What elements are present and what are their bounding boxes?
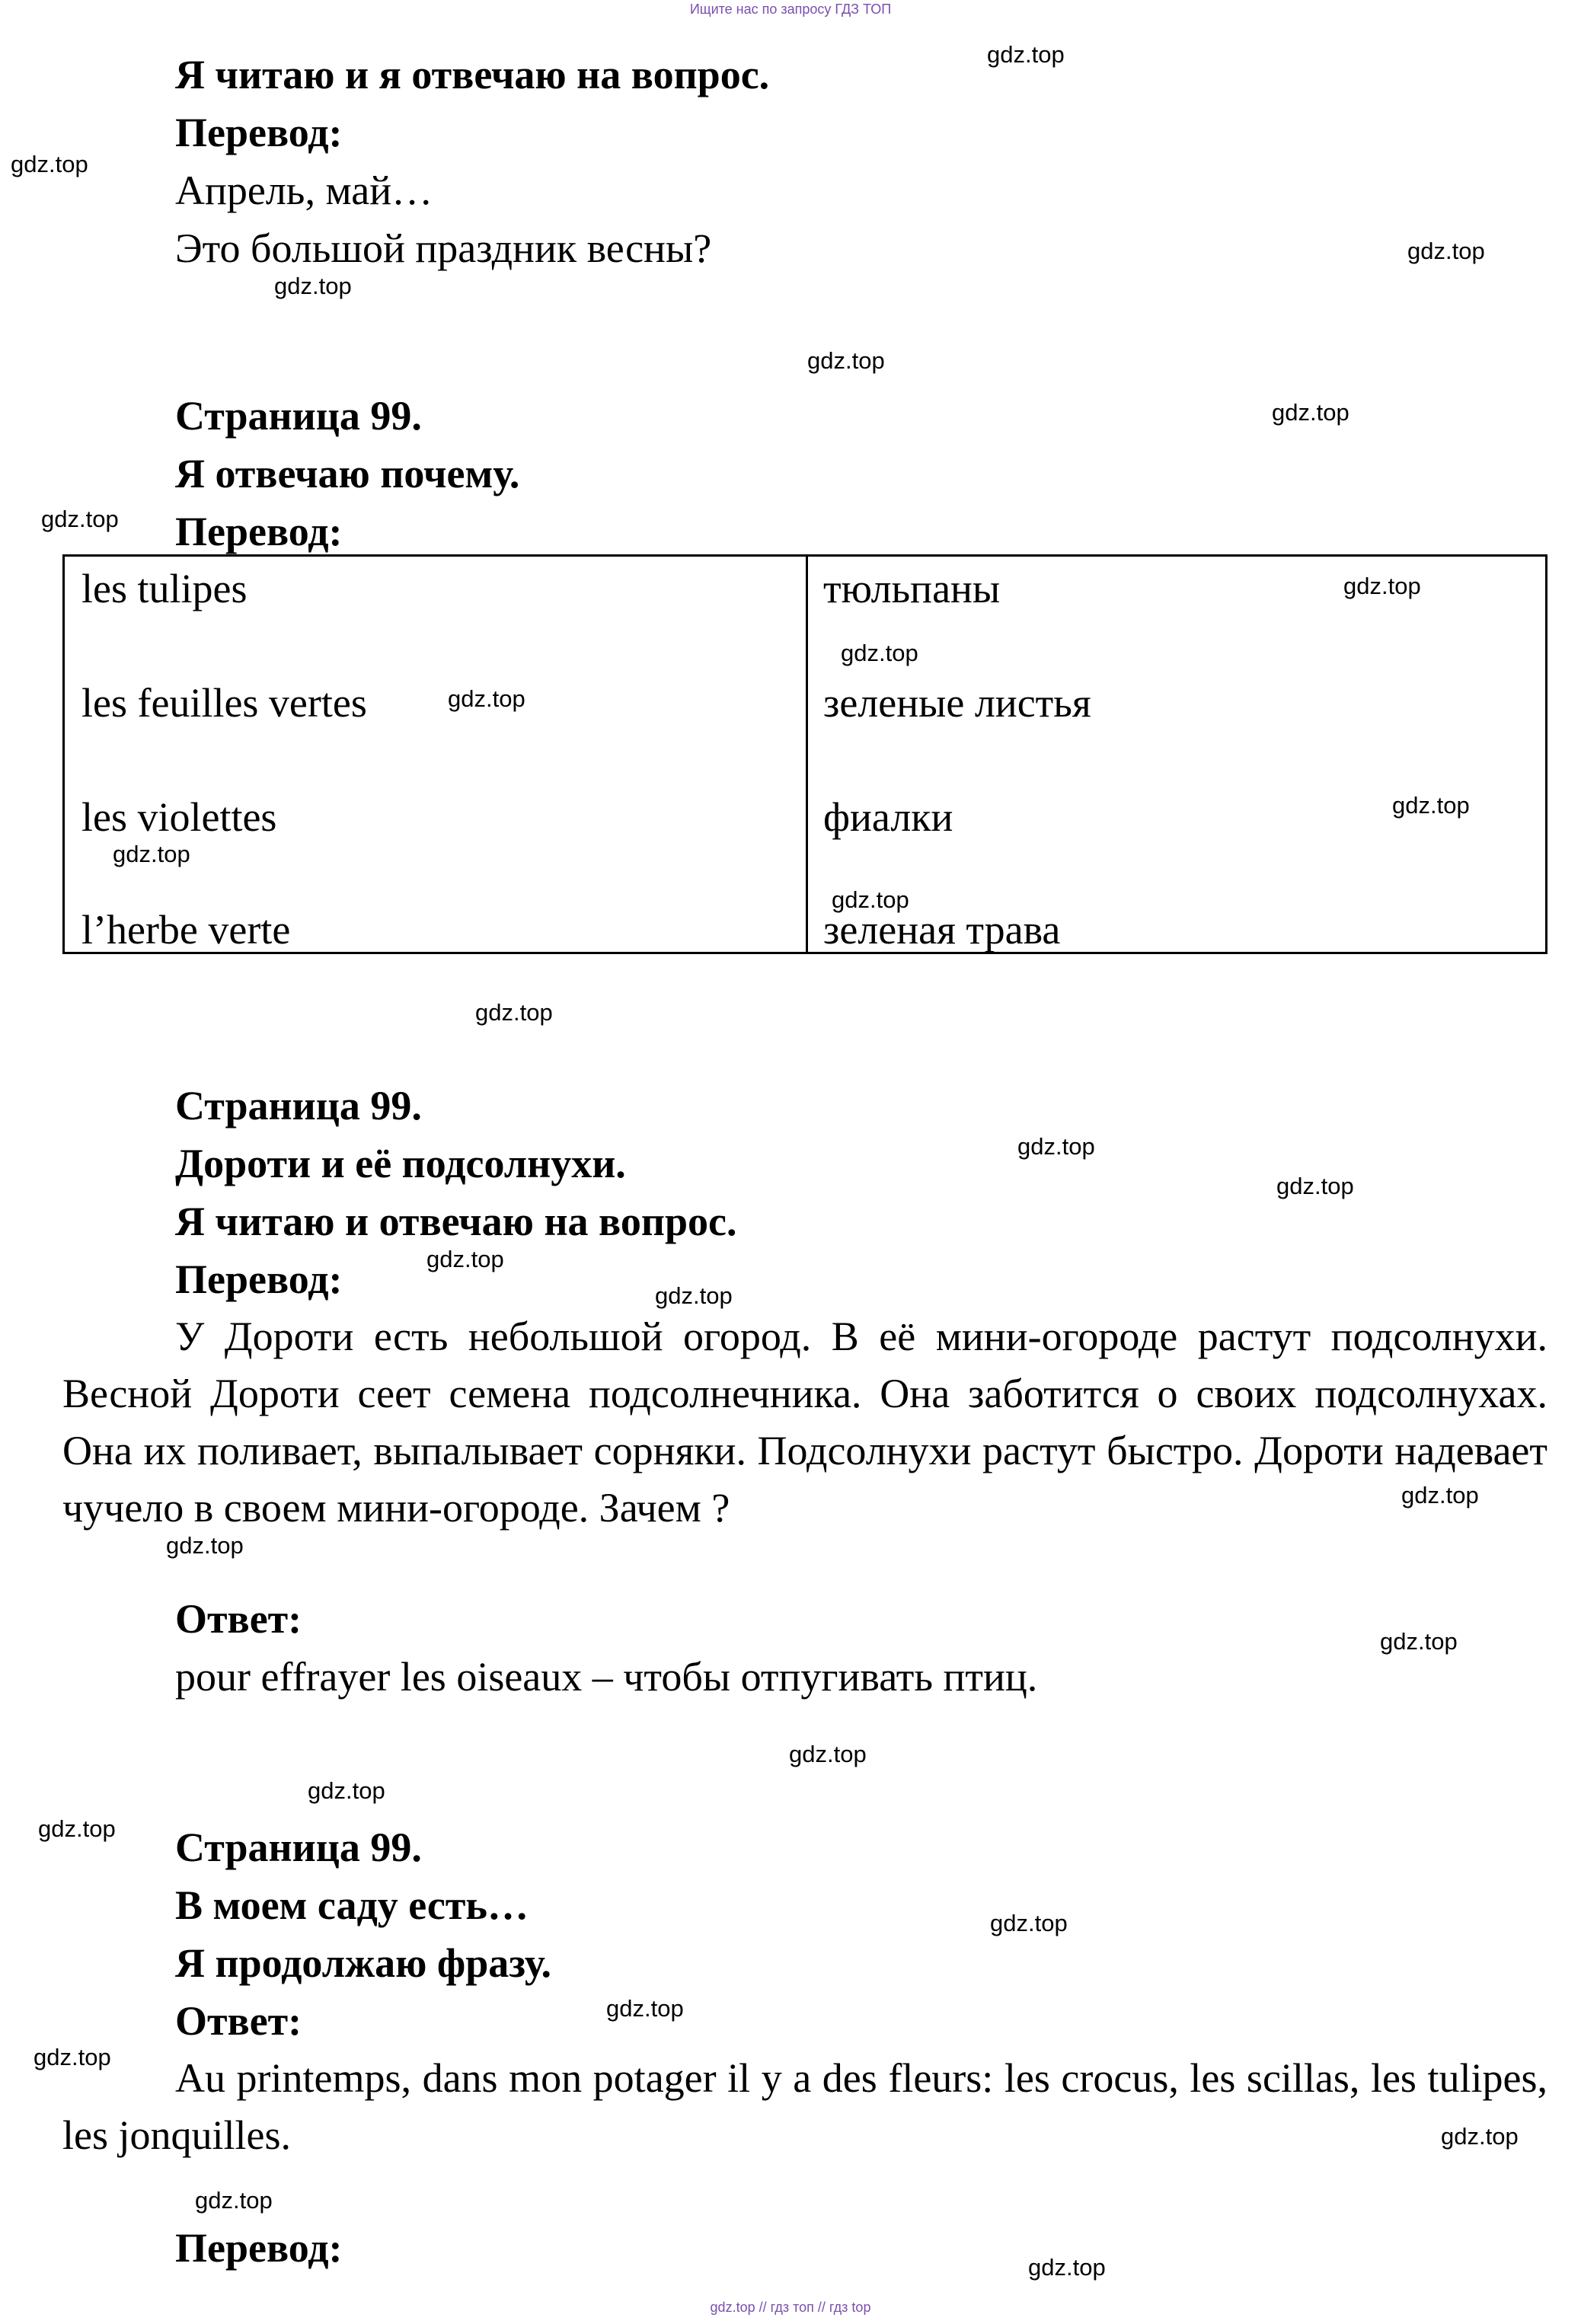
- watermark: gdz.top: [38, 1815, 116, 1842]
- vocab-fr-4: l’herbe verte: [81, 907, 291, 953]
- watermark: gdz.top: [1028, 2254, 1106, 2281]
- section3-page: Страница 99.: [175, 1083, 422, 1128]
- watermark: gdz.top: [426, 1246, 504, 1272]
- watermark: gdz.top: [987, 41, 1065, 68]
- vocab-fr-3: les violettes: [81, 794, 277, 840]
- watermark: gdz.top: [195, 2187, 273, 2214]
- watermark: gdz.top: [1272, 399, 1349, 426]
- vocab-ru-3: фиалки: [823, 794, 953, 840]
- section1-translation-label: Перевод:: [175, 110, 343, 155]
- watermark: gdz.top: [1276, 1173, 1354, 1199]
- section4-page: Страница 99.: [175, 1824, 422, 1870]
- top-banner[interactable]: Ищите нас по запросу ГДЗ ТОП: [689, 2, 892, 17]
- vocab-fr-2: les feuilles vertes: [81, 680, 367, 726]
- section4-answer: Au printemps, dans mon potager il y a des fleurs: les crocus, les scillas, les tulipes, les jonquilles.: [62, 2055, 1547, 2158]
- section1-text-1: Апрель, май…: [175, 168, 433, 213]
- vocab-fr-1: les tulipes: [81, 566, 248, 611]
- vocab-ru-2: зеленые листья: [823, 680, 1091, 726]
- watermark: gdz.top: [274, 273, 352, 299]
- vocab-ru-4: зеленая трава: [823, 907, 1061, 953]
- watermark: gdz.top: [1343, 573, 1421, 599]
- section1-heading: Я читаю и я отвечаю на вопрос.: [175, 52, 770, 97]
- watermark: gdz.top: [34, 2044, 111, 2070]
- watermark: gdz.top: [832, 886, 909, 913]
- vocab-table: [62, 554, 1547, 954]
- watermark: gdz.top: [655, 1282, 733, 1309]
- vocab-ru-1: тюльпаны: [823, 566, 1001, 611]
- watermark: gdz.top: [1380, 1628, 1458, 1655]
- bottom-banner[interactable]: gdz.top // гдз топ // гдз top: [710, 2300, 871, 2315]
- section3-task: Я читаю и отвечаю на вопрос.: [175, 1199, 737, 1244]
- section4-task: Я продолжаю фразу.: [175, 1940, 551, 1986]
- watermark: gdz.top: [448, 685, 525, 712]
- watermark: gdz.top: [308, 1777, 385, 1804]
- section3-title: Дороти и её подсолнухи.: [175, 1141, 626, 1186]
- section2-task: Я отвечаю почему.: [175, 451, 520, 496]
- table-divider: [806, 557, 808, 952]
- watermark: gdz.top: [841, 640, 918, 666]
- section3-translation-label: Перевод:: [175, 1256, 343, 1302]
- watermark: gdz.top: [1392, 792, 1470, 819]
- section3-answer-label: Ответ:: [175, 1596, 302, 1642]
- watermark: gdz.top: [807, 347, 885, 374]
- watermark: gdz.top: [11, 151, 88, 177]
- section3-answer: pour effrayer les oiseaux – чтобы отпугивать птиц.: [175, 1654, 1038, 1700]
- section4-title: В моем саду есть…: [175, 1882, 529, 1928]
- watermark: gdz.top: [113, 841, 190, 867]
- section4-answer-label: Ответ:: [175, 1998, 302, 2044]
- watermark: gdz.top: [606, 1995, 684, 2022]
- watermark: gdz.top: [1401, 1482, 1479, 1508]
- watermark: gdz.top: [1017, 1133, 1095, 1160]
- section1-text-2: Это большой праздник весны?: [175, 225, 712, 271]
- section3-paragraph: У Дороти есть небольшой огород. В её мини-огороде растут подсолнухи. Весной Дороти сеет семена подсолнечника. Она заботится о своих подсолнухах. Она их поливает, выпалывает сорняки. Подсолнухи растут быстро. Дороти надевает чучело в своем мини-огороде. Зачем ?: [62, 1314, 1547, 1531]
- watermark: gdz.top: [166, 1532, 244, 1559]
- watermark: gdz.top: [41, 506, 119, 532]
- section4-translation-label: Перевод:: [175, 2225, 343, 2271]
- section2-page: Страница 99.: [175, 393, 422, 439]
- watermark: gdz.top: [475, 999, 553, 1026]
- watermark: gdz.top: [990, 1910, 1068, 1936]
- watermark: gdz.top: [1441, 2123, 1519, 2150]
- watermark: gdz.top: [789, 1741, 867, 1767]
- section2-translation-label: Перевод:: [175, 509, 343, 554]
- watermark: gdz.top: [1407, 238, 1485, 264]
